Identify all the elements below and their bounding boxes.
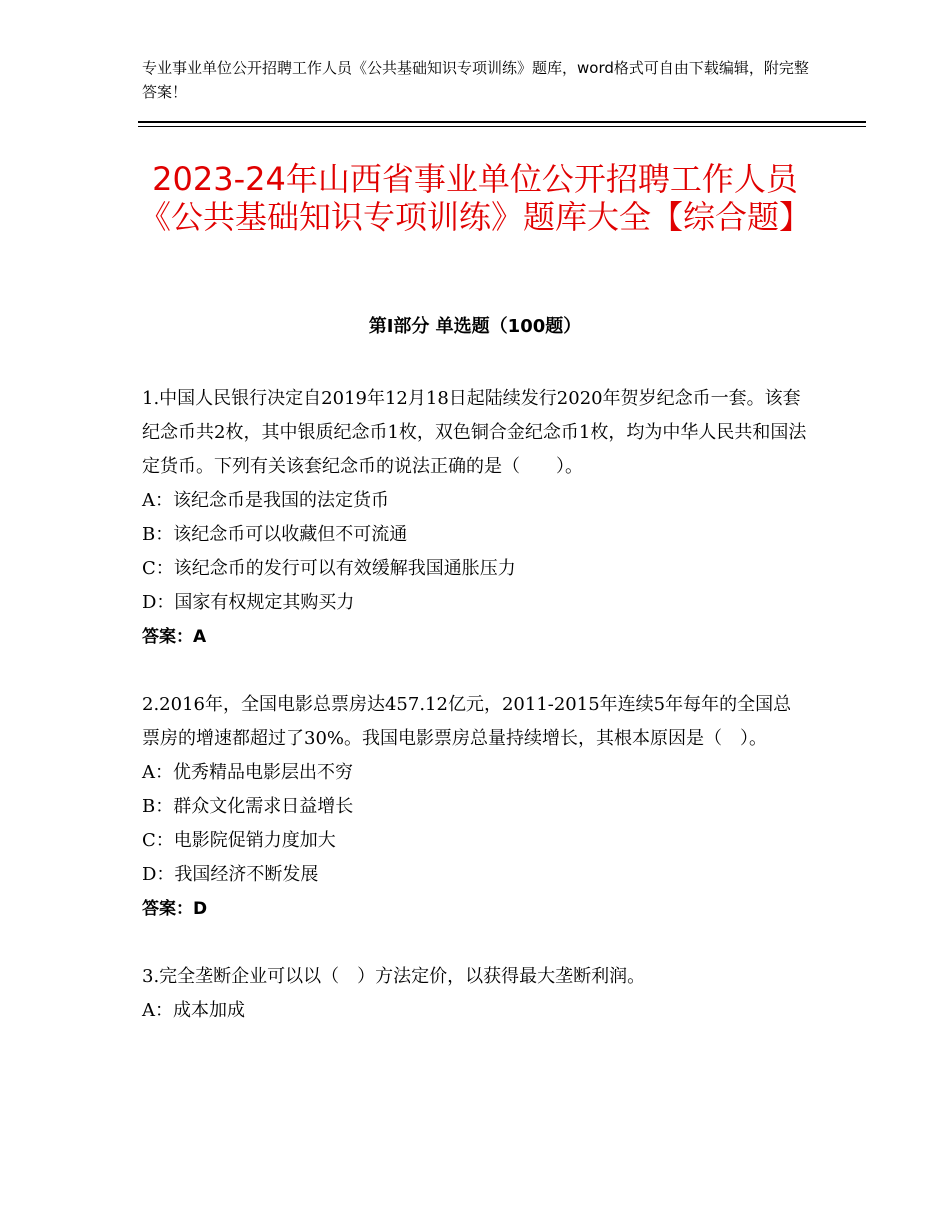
answer: 答案：A xyxy=(142,627,207,647)
section-heading: 第Ⅰ部分 单选题（100题） xyxy=(368,316,582,337)
question-stem: 2.2016年，全国电影总票房达457.12亿元，2011-2015年连续5年每年的全国总票房的增速都超过了30%。我国电影票房总量持续增长，其根本原因是（ ）。 xyxy=(142,694,792,749)
option-c: C：电影院促销力度加大 xyxy=(142,830,336,851)
question-stem: 3.完全垄断企业可以以（ ）方法定价，以获得最大垄断利润。 xyxy=(142,966,646,987)
question-stem: 1.中国人民银行决定自2019年12月18日起陆续发行2020年贺岁纪念币一套。该套纪念币共2枚，其中银质纪念币1枚，双色铜合金纪念币1枚，均为中华人民共和国法定货币。下列有关该套纪念币的说法正确的是（ ）。 xyxy=(142,388,807,477)
question-1 xyxy=(142,382,808,654)
option-d: D：我国经济不断发展 xyxy=(142,864,319,885)
option-a: A：成本加成 xyxy=(142,1000,245,1021)
question-3 xyxy=(142,960,808,1028)
question-list xyxy=(142,382,808,1062)
option-b: B：群众文化需求日益增长 xyxy=(142,796,354,817)
option-a: A：优秀精品电影层出不穷 xyxy=(142,762,353,783)
header-divider-thin xyxy=(138,126,866,127)
answer: 答案：D xyxy=(142,899,208,919)
option-c: C：该纪念币的发行可以有效缓解我国通胀压力 xyxy=(142,558,516,579)
header-divider xyxy=(138,121,866,123)
question-2 xyxy=(142,688,808,926)
option-b: B：该纪念币可以收藏但不可流通 xyxy=(142,524,408,545)
option-d: D：国家有权规定其购买力 xyxy=(142,592,355,613)
document-title: 2023-24年山西省事业单位公开招聘工作人员《公共基础知识专项训练》题库大全【综合题】 xyxy=(138,160,811,236)
option-a: A：该纪念币是我国的法定货币 xyxy=(142,490,389,511)
header-note: 专业事业单位公开招聘工作人员《公共基础知识专项训练》题库，word格式可自由下载编辑，附完整答案！ xyxy=(142,59,809,101)
